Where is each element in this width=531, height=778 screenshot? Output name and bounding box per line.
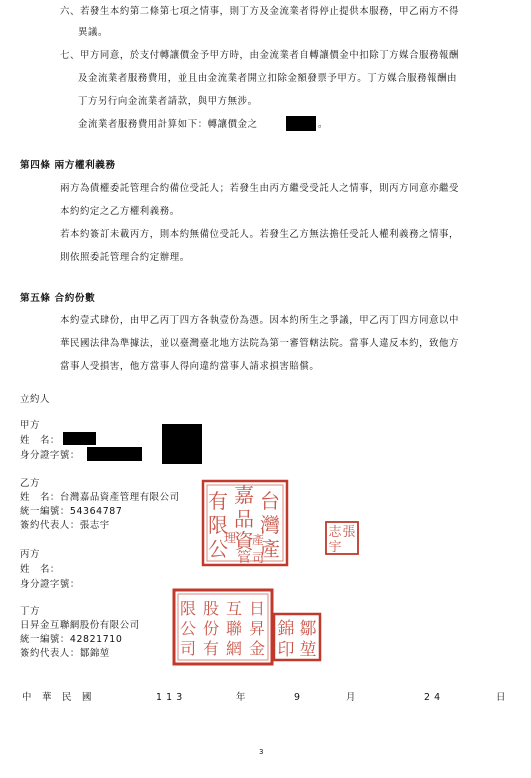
- date-c3: 民: [62, 692, 72, 703]
- svg-text:日: 日: [248, 599, 266, 618]
- svg-text:限: 限: [208, 513, 228, 537]
- article-4-p2-line-1: 若本約簽訂未載丙方，則本約無備位受託人。若發生乙方無法擔任受託人權利義務之情事，: [60, 229, 460, 240]
- date-year-label: 年: [236, 692, 246, 703]
- party-b-name: 姓 名：台灣嘉品資產管理有限公司: [20, 492, 180, 503]
- article-4-p1-line-2: 本約約定之乙方權利義務。: [60, 206, 180, 217]
- jiapin-company-seal: [200, 478, 290, 568]
- svg-text:錦: 錦: [277, 619, 295, 639]
- svg-text:司: 司: [251, 551, 265, 565]
- svg-text:股: 股: [202, 599, 220, 618]
- svg-text:公: 公: [179, 619, 197, 638]
- article-5-line-1: 本約壹式肆份，由甲乙丙丁四方各執壹份為憑。因本約所生之爭議，甲乙丙丁四方同意以中: [60, 315, 460, 326]
- svg-text:堃: 堃: [299, 640, 317, 660]
- svg-text:有: 有: [208, 489, 228, 513]
- svg-text:互: 互: [225, 599, 243, 618]
- svg-text:限: 限: [179, 599, 197, 618]
- item-6-line-1: 六、若發生本約第二條第七項之情事，則丁方及金流業者得停止提供本服務，甲乙兩方不得: [60, 6, 460, 17]
- svg-text:金: 金: [248, 639, 266, 658]
- rising-company-seal: [172, 588, 274, 666]
- svg-text:宇: 宇: [328, 540, 342, 555]
- svg-text:產: 產: [260, 537, 280, 561]
- redaction-party-a-id: [87, 447, 142, 461]
- svg-text:鄒: 鄒: [299, 619, 317, 639]
- party-a-name-label: 姓 名：: [20, 435, 60, 446]
- party-c-label: 丙方: [20, 549, 40, 560]
- date-c2: 華: [42, 692, 52, 703]
- party-d-tax-id: 統一編號：42821710: [20, 634, 123, 645]
- article-4-p2-line-2: 則依照委託管理合約定辦理。: [60, 252, 190, 263]
- svg-text:份: 份: [202, 619, 220, 638]
- signatories-title: 立約人: [20, 394, 50, 405]
- article-5-line-2: 華民國法律為準據法，並以臺灣臺北地方法院為第一審管轄法院。當事人違反本約，致他方: [60, 338, 460, 349]
- zhang-personal-seal: [324, 520, 360, 556]
- party-a-label: 甲方: [20, 420, 40, 431]
- article-4-heading: 第四條 兩方權利義務: [20, 160, 116, 171]
- svg-text:公: 公: [208, 537, 228, 561]
- svg-text:聯: 聯: [225, 619, 243, 638]
- svg-text:資: 資: [234, 529, 254, 553]
- party-a-id-label: 身分證字號：: [20, 450, 80, 461]
- party-d-label: 丁方: [20, 606, 40, 617]
- date-month-label: 月: [346, 692, 356, 703]
- zou-personal-seal: [272, 612, 322, 662]
- redaction-fee-rate: [286, 116, 316, 131]
- page-number: 3: [259, 748, 264, 756]
- date-day: 2 4: [424, 692, 441, 703]
- article-5-line-3: 當事人受損害，他方當事人得向違約當事人請求損害賠償。: [60, 361, 320, 372]
- redaction-party-a-name: [63, 432, 96, 445]
- svg-text:昇: 昇: [248, 619, 266, 638]
- date-c4: 國: [82, 692, 92, 703]
- party-c-name-label: 姓 名：: [20, 564, 60, 575]
- svg-text:品: 品: [234, 507, 254, 531]
- date-c1: 中: [22, 692, 32, 703]
- svg-text:網: 網: [225, 639, 243, 658]
- item-7-line-2: 及金流業者服務費用，並且由金流業者開立扣除金額發票予甲方。丁方媒合服務報酬由: [78, 73, 458, 84]
- date-month: 9: [294, 692, 301, 703]
- article-4-p1-line-1: 兩方為債權委託管理合約備位受託人；若發生由丙方繼受受託人之情事，則丙方同意亦繼受: [60, 183, 460, 194]
- date-day-label: 日: [496, 692, 506, 703]
- party-b-label: 乙方: [20, 478, 40, 489]
- svg-text:張: 張: [342, 525, 356, 540]
- svg-text:嘉: 嘉: [234, 483, 254, 507]
- party-b-tax-id: 統一編號：54364787: [20, 506, 123, 517]
- party-b-representative: 簽約代表人：張志宇: [20, 520, 110, 531]
- svg-text:有: 有: [202, 639, 220, 658]
- party-d-name: 日昇金互聯網股份有限公司: [20, 620, 140, 631]
- svg-text:台: 台: [260, 489, 280, 513]
- svg-text:志: 志: [328, 525, 342, 540]
- item-6-line-2: 異議。: [78, 27, 108, 38]
- redaction-party-a-seal: [162, 424, 202, 464]
- svg-text:司: 司: [179, 639, 197, 658]
- party-c-id-label: 身分證字號：: [20, 579, 80, 590]
- item-7-line-4: 金流業者服務費用計算如下：轉讓價金之: [78, 119, 258, 130]
- svg-text:理: 理: [223, 531, 237, 545]
- svg-text:產: 產: [251, 533, 265, 547]
- article-5-heading: 第五條 合約份數: [20, 293, 96, 304]
- svg-text:印: 印: [277, 640, 295, 660]
- item-7-line-1: 七、甲方同意，於支付轉讓價金予甲方時，由金流業者自轉讓價金中扣除丁方媒合服務報酬: [60, 50, 460, 61]
- item-7-line-4-end: 。: [318, 119, 328, 130]
- party-d-representative: 簽約代表人：鄒錦堃: [20, 648, 110, 659]
- date-year: 1 1 3: [156, 692, 183, 703]
- item-7-line-3: 丁方另行向金流業者請款，與甲方無涉。: [78, 96, 258, 107]
- svg-text:灣: 灣: [260, 513, 280, 537]
- svg-text:管: 管: [237, 550, 251, 566]
